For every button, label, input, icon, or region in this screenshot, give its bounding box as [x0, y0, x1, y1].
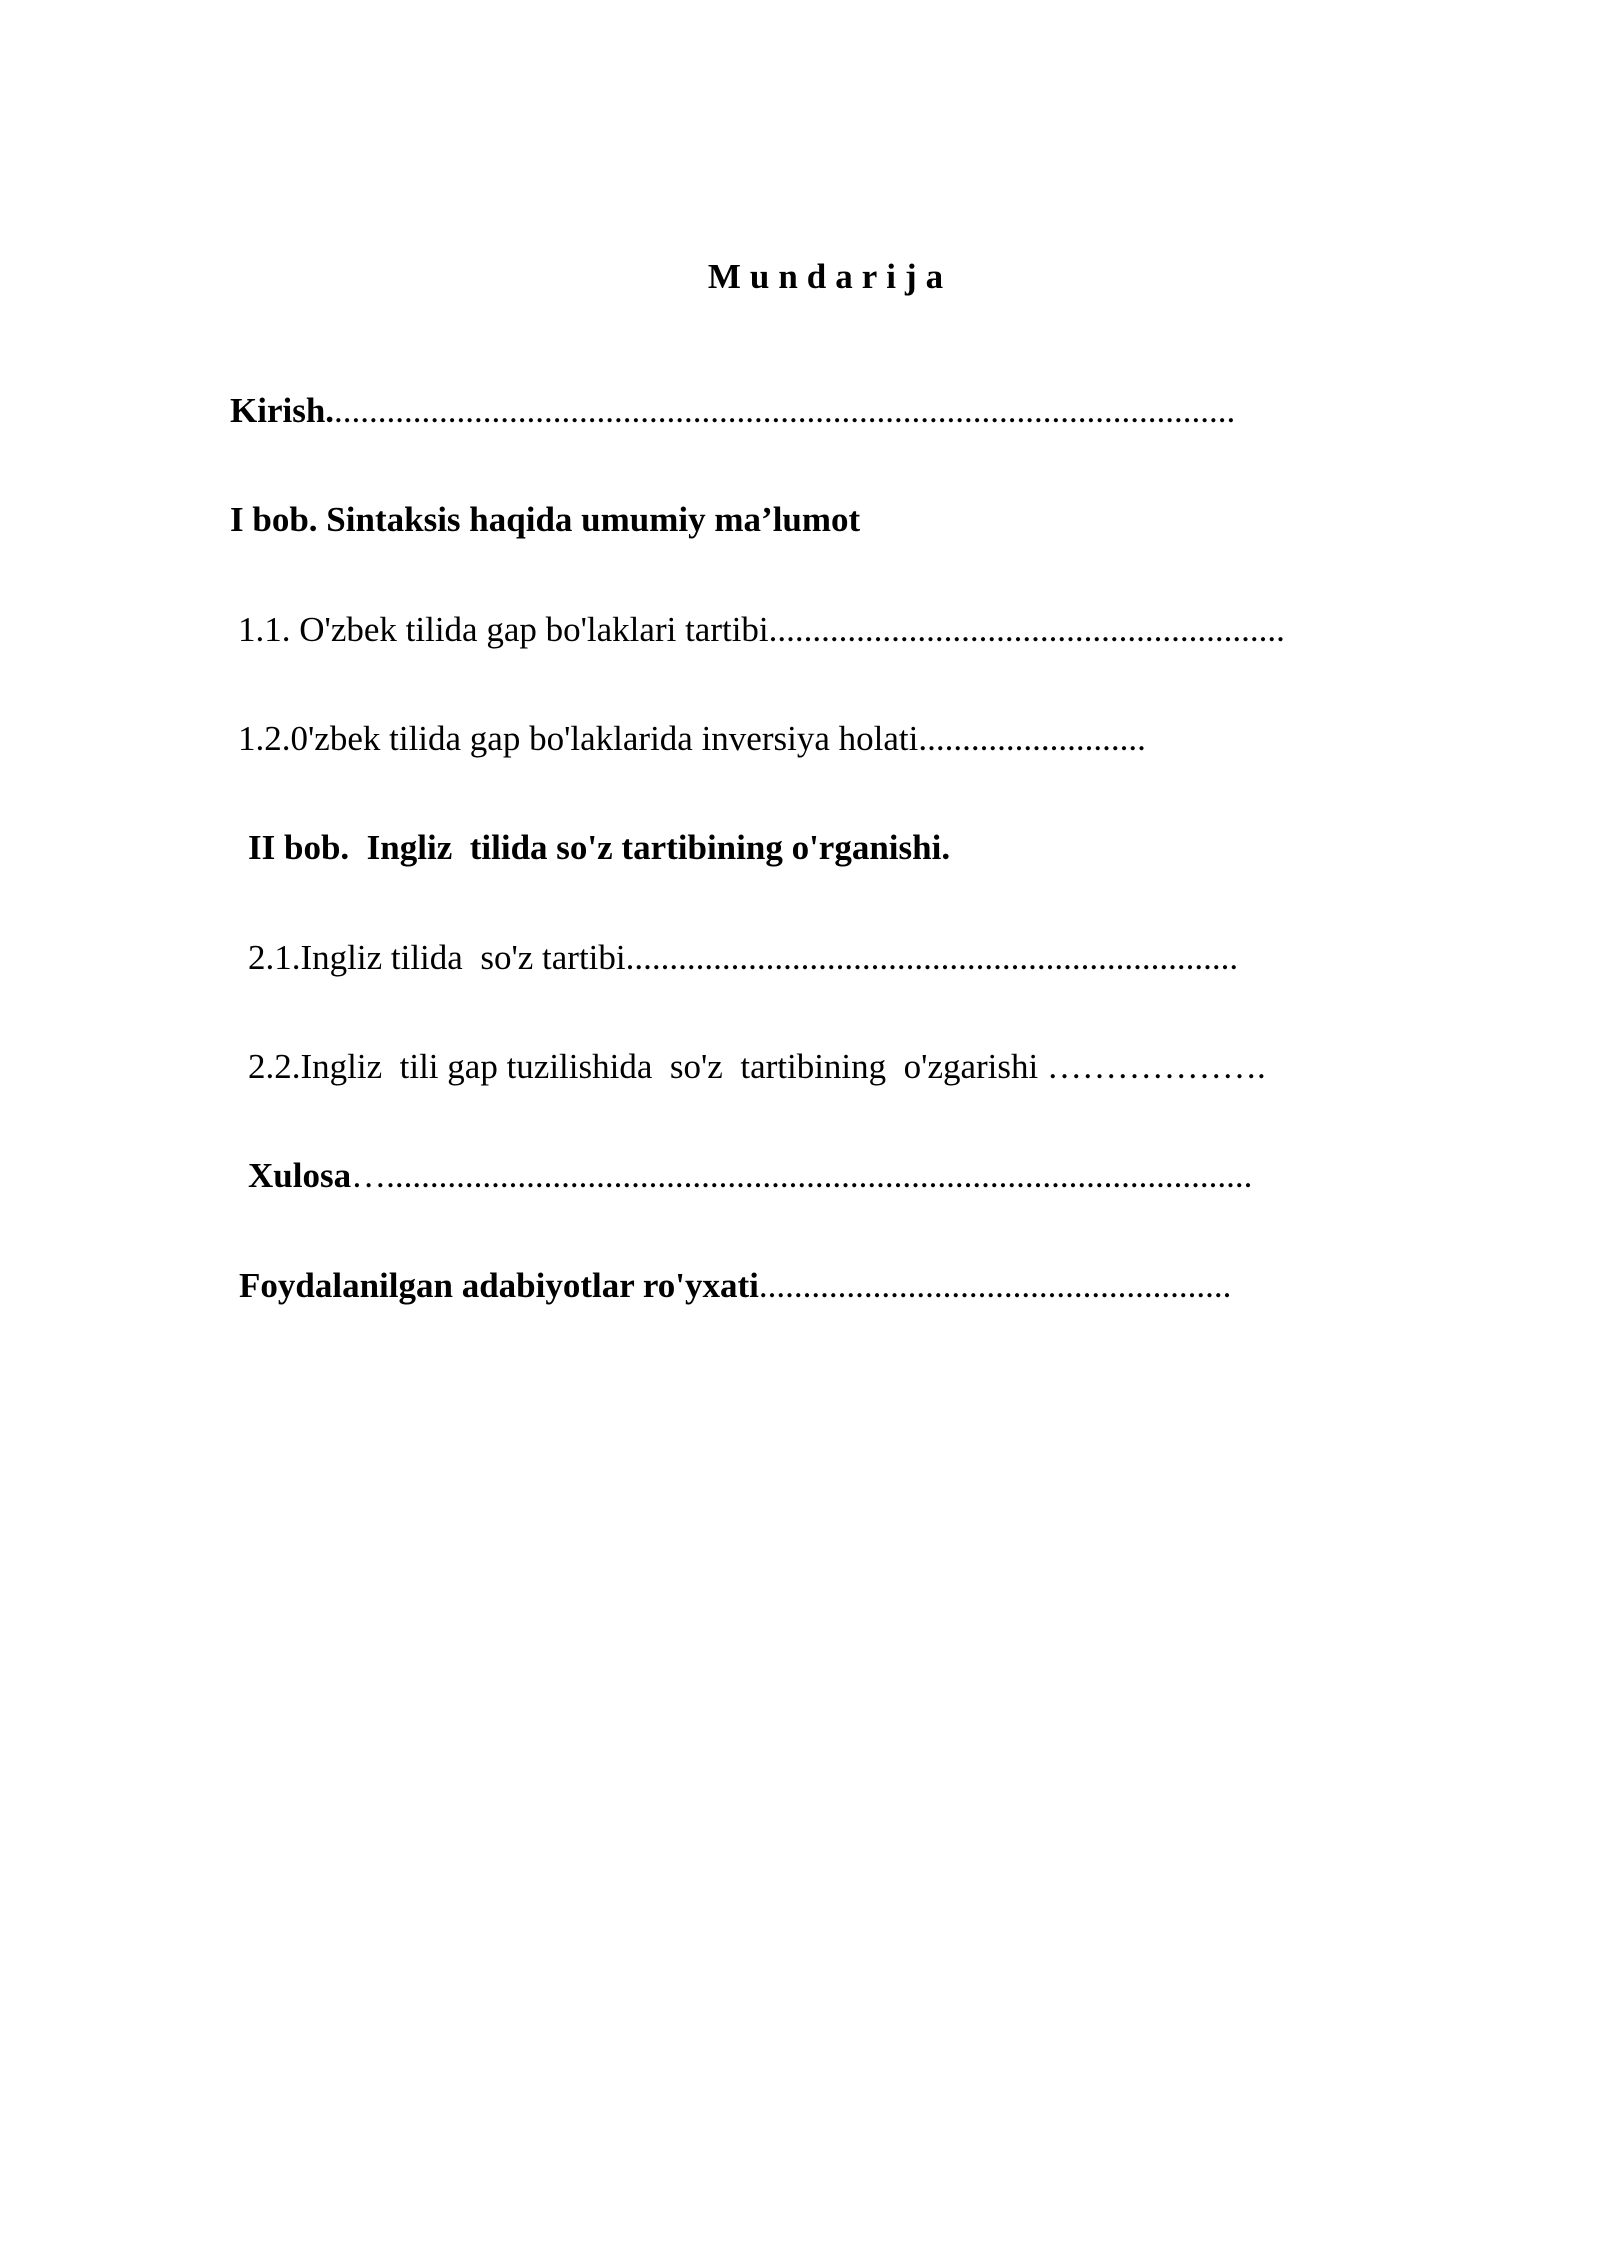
toc-entry-leader: .......................................................................................................: [334, 391, 1236, 430]
toc-section-2-2: [248, 1049, 1266, 1084]
toc-entry-kirish: [230, 393, 1235, 428]
toc-entry-leader: …...................................................................................................: [351, 1156, 1253, 1195]
toc-entry-label: 2.1.Ingliz tilida so'z tartibi: [248, 938, 626, 977]
toc-entry-leader: ...........................................................: [768, 610, 1285, 649]
toc-entry-label: II bob. Ingliz tilida so'z tartibining o'rganishi.: [248, 828, 951, 867]
toc-entry-label: Xulosa: [248, 1156, 352, 1195]
toc-section-1-2: [238, 721, 1146, 756]
toc-entry-leader: ..........................: [918, 719, 1146, 758]
page-title: Mundarija: [707, 257, 953, 296]
toc-section-2-1: [248, 940, 1238, 975]
toc-entry-label: 2.2.Ingliz tili gap tuzilishida so'z tartibining o'zgarishi: [248, 1047, 1048, 1086]
toc-section-1-1: [238, 612, 1285, 647]
toc-entry-references: [239, 1268, 1231, 1303]
toc-entry-label: 1.1. O'zbek tilida gap bo'laklari tartibi: [238, 610, 769, 649]
toc-entry-label: I bob. Sintaksis haqida umumiy ma’lumot: [230, 500, 861, 539]
toc-entry-xulosa: [248, 1158, 1252, 1193]
toc-chapter-1: [230, 502, 860, 537]
toc-entry-leader: ......................................................: [758, 1266, 1232, 1305]
toc-entry-leader: ......................................................................: [625, 938, 1239, 977]
toc-entry-label: Foydalanilgan adabiyotlar ro'yxati: [239, 1266, 759, 1305]
toc-entry-leader: ……………….: [1047, 1047, 1266, 1086]
toc-chapter-2: [248, 830, 950, 865]
toc-entry-label: Kirish.: [230, 391, 335, 430]
toc-entry-label: 1.2.0'zbek tilida gap bo'laklarida inversiya holati: [238, 719, 919, 758]
